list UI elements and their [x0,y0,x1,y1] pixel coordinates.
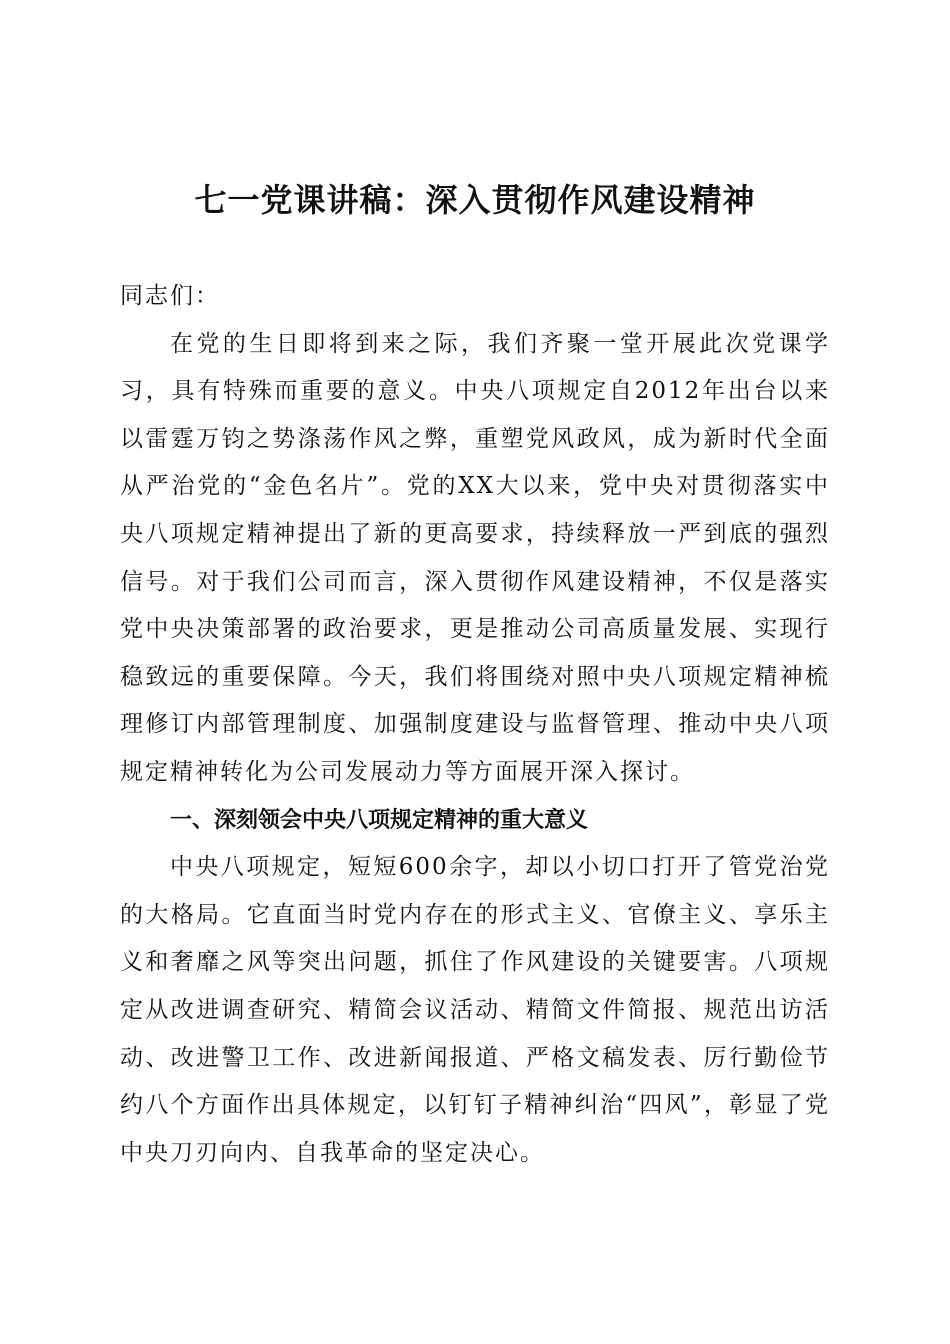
intro-paragraph: 在党的生日即将到来之际，我们齐聚一堂开展此次党课学习，具有特殊而重要的意义。中央八项规定自2012年出台以来以雷霆万钧之势涤荡作风之弊，重塑党风政风，成为新时代全面从严治党的“金色名片”。党的XX大以来，党中央对贯彻落实中央八项规定精神提出了新的更高要求，持续释放一严到底的强烈信号。对于我们公司而言，深入贯彻作风建设精神，不仅是落实党中央决策部署的政治要求，更是推动公司高质量发展、实现行稳致远的重要保障。今天，我们将围绕对照中央八项规定精神梳理修订内部管理制度、加强制度建设与监督管理、推动中央八项规定精神转化为公司发展动力等方面展开深入探讨。 [120,330,830,785]
salutation: 同志们： [120,283,220,309]
document-body [120,273,830,1177]
document-title: 七一党课讲稿：深入贯彻作风建设精神 [194,181,756,219]
section-paragraph: 中央八项规定，短短600余字，却以小切口打开了管党治党的大格局。它直面当时党内存在的形式主义、官僚主义、享乐主义和奢靡之风等突出问题，抓住了作风建设的关键要害。八项规定从改进调查研究、精简会议活动、精简文件简报、规范出访活动、改进警卫工作、改进新闻报道、严格文稿发表、厉行勤俭节约八个方面作出具体规定，以钉钉子精神纠治“四风”，彰显了党中央刀刃向内、自我革命的坚定决心。 [120,854,830,1166]
section-heading: 一、深刻领会中央八项规定精神的重大意义 [170,807,589,833]
